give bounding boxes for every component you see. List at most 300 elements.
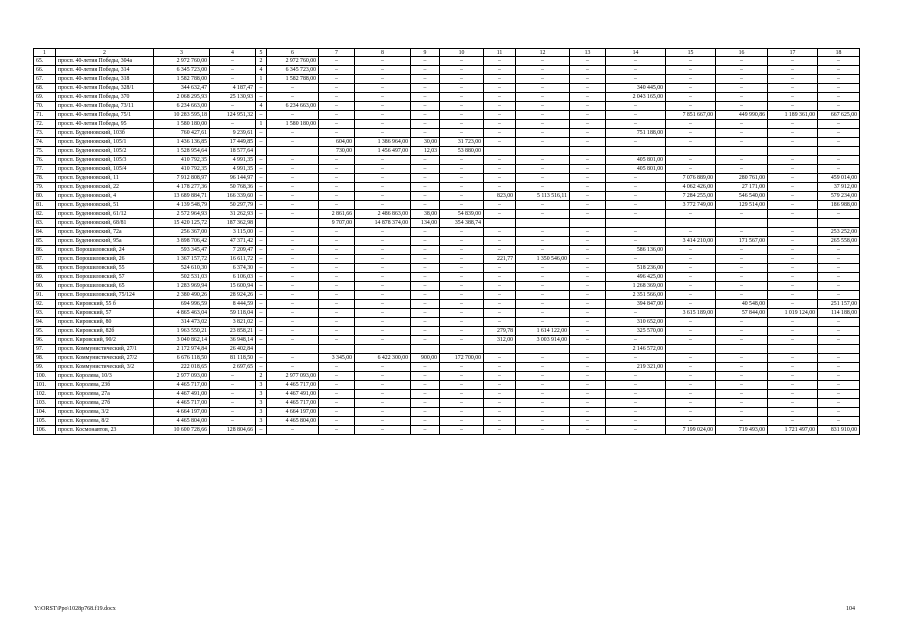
value-cell: – bbox=[570, 381, 606, 390]
value-cell: – bbox=[484, 264, 516, 273]
value-cell: – bbox=[768, 66, 818, 75]
value-cell: – bbox=[666, 129, 716, 138]
value-cell: – bbox=[440, 228, 484, 237]
value-cell: – bbox=[411, 165, 440, 174]
value-cell: – bbox=[355, 291, 411, 300]
value-cell: – bbox=[716, 57, 768, 66]
value-cell: – bbox=[818, 129, 860, 138]
value-cell: – bbox=[818, 408, 860, 417]
row-number: 102. bbox=[34, 390, 56, 399]
value-cell: – bbox=[666, 75, 716, 84]
value-cell bbox=[256, 345, 267, 354]
table-row bbox=[34, 111, 860, 120]
value-cell: – bbox=[818, 156, 860, 165]
value-cell: – bbox=[210, 381, 256, 390]
value-cell: – bbox=[210, 399, 256, 408]
value-cell: – bbox=[440, 255, 484, 264]
value-cell: 81 118,50 bbox=[210, 354, 256, 363]
value-cell: 6 345 723,00 bbox=[154, 66, 210, 75]
value-cell: 586 136,00 bbox=[606, 246, 666, 255]
column-header: 2 bbox=[56, 49, 154, 57]
value-cell: – bbox=[355, 390, 411, 399]
value-cell: 1 582 788,00 bbox=[267, 75, 319, 84]
value-cell: 222 018,65 bbox=[154, 363, 210, 372]
value-cell: – bbox=[768, 354, 818, 363]
value-cell: – bbox=[768, 228, 818, 237]
value-cell: – bbox=[570, 264, 606, 273]
value-cell: 27 171,00 bbox=[716, 183, 768, 192]
value-cell: 3 115,00 bbox=[210, 228, 256, 237]
value-cell: 4 bbox=[256, 102, 267, 111]
value-cell: – bbox=[411, 84, 440, 93]
value-cell: 186 988,00 bbox=[818, 201, 860, 210]
address-cell: просп. Буденновский, 105/2 bbox=[56, 147, 154, 156]
value-cell: – bbox=[411, 399, 440, 408]
column-header: 11 bbox=[484, 49, 516, 57]
value-cell: – bbox=[666, 120, 716, 129]
value-cell: – bbox=[606, 111, 666, 120]
value-cell: – bbox=[570, 246, 606, 255]
value-cell: – bbox=[411, 57, 440, 66]
value-cell: – bbox=[319, 282, 355, 291]
value-cell: 518 236,00 bbox=[606, 264, 666, 273]
value-cell: – bbox=[716, 84, 768, 93]
value-cell: – bbox=[516, 300, 570, 309]
value-cell: – bbox=[267, 336, 319, 345]
value-cell: – bbox=[256, 129, 267, 138]
value-cell: – bbox=[440, 93, 484, 102]
value-cell: 694 996,59 bbox=[154, 300, 210, 309]
value-cell: – bbox=[319, 273, 355, 282]
value-cell: – bbox=[267, 84, 319, 93]
value-cell: – bbox=[516, 57, 570, 66]
value-cell: 3 821,02 bbox=[210, 318, 256, 327]
value-cell: 3 bbox=[256, 417, 267, 426]
value-cell bbox=[818, 147, 860, 156]
value-cell: – bbox=[440, 372, 484, 381]
value-cell: 3 bbox=[256, 408, 267, 417]
value-cell: 4 865 463,04 bbox=[154, 309, 210, 318]
value-cell: 36 948,14 bbox=[210, 336, 256, 345]
value-cell: – bbox=[768, 282, 818, 291]
value-cell: – bbox=[440, 309, 484, 318]
value-cell: 3 615 189,00 bbox=[666, 309, 716, 318]
value-cell: – bbox=[516, 309, 570, 318]
value-cell: 10 600 728,66 bbox=[154, 426, 210, 435]
value-cell: – bbox=[818, 318, 860, 327]
value-cell: – bbox=[570, 399, 606, 408]
value-cell: – bbox=[818, 66, 860, 75]
value-cell: 344 632,47 bbox=[154, 84, 210, 93]
value-cell: – bbox=[210, 372, 256, 381]
value-cell: – bbox=[440, 291, 484, 300]
value-cell: – bbox=[570, 282, 606, 291]
value-cell: – bbox=[818, 57, 860, 66]
address-cell: просп. Королева, 8/2 bbox=[56, 417, 154, 426]
table-row bbox=[34, 246, 860, 255]
value-cell bbox=[716, 345, 768, 354]
value-cell: – bbox=[716, 246, 768, 255]
value-cell: – bbox=[355, 336, 411, 345]
value-cell: 14 878 374,00 bbox=[355, 219, 411, 228]
value-cell: – bbox=[411, 246, 440, 255]
value-cell: 1 268 369,00 bbox=[606, 282, 666, 291]
value-cell: 30,00 bbox=[411, 138, 440, 147]
value-cell bbox=[319, 345, 355, 354]
value-cell: 2 351 566,00 bbox=[606, 291, 666, 300]
value-cell: – bbox=[666, 165, 716, 174]
row-number: 71. bbox=[34, 111, 56, 120]
value-cell bbox=[768, 219, 818, 228]
address-cell: просп. 40-летия Победы, 314 bbox=[56, 66, 154, 75]
value-cell: – bbox=[516, 264, 570, 273]
address-cell: просп. Коммунистический, 3/2 bbox=[56, 363, 154, 372]
table-row bbox=[34, 129, 860, 138]
table-row bbox=[34, 255, 860, 264]
value-cell: 2 572 964,93 bbox=[154, 210, 210, 219]
value-cell bbox=[267, 345, 319, 354]
address-cell: просп. Кировский, 55 б bbox=[56, 300, 154, 309]
document-path: Y:\ORST\Ppo\1028p768.f19.docx bbox=[34, 606, 116, 612]
table-row bbox=[34, 183, 860, 192]
table-row bbox=[34, 273, 860, 282]
value-cell: – bbox=[484, 399, 516, 408]
value-cell: – bbox=[516, 201, 570, 210]
value-cell: – bbox=[411, 75, 440, 84]
value-cell: – bbox=[319, 237, 355, 246]
value-cell: – bbox=[440, 246, 484, 255]
value-cell: 1 614 122,00 bbox=[516, 327, 570, 336]
value-cell: – bbox=[516, 165, 570, 174]
value-cell: – bbox=[355, 273, 411, 282]
value-cell: – bbox=[484, 75, 516, 84]
value-cell: 37 912,00 bbox=[818, 183, 860, 192]
value-cell: 50 297,79 bbox=[210, 201, 256, 210]
value-cell: – bbox=[355, 282, 411, 291]
value-cell: 96 144,97 bbox=[210, 174, 256, 183]
value-cell: – bbox=[319, 318, 355, 327]
value-cell: 314 473,02 bbox=[154, 318, 210, 327]
value-cell: – bbox=[355, 399, 411, 408]
value-cell: – bbox=[666, 399, 716, 408]
value-cell: – bbox=[516, 174, 570, 183]
value-cell: – bbox=[440, 66, 484, 75]
value-cell: – bbox=[411, 318, 440, 327]
row-number: 80. bbox=[34, 192, 56, 201]
row-number: 92. bbox=[34, 300, 56, 309]
address-cell: просп. Королева, 10/3 bbox=[56, 372, 154, 381]
value-cell: – bbox=[411, 201, 440, 210]
value-cell: 2 861,66 bbox=[319, 210, 355, 219]
value-cell: – bbox=[440, 336, 484, 345]
value-cell: – bbox=[606, 390, 666, 399]
value-cell: 1 580 180,00 bbox=[267, 120, 319, 129]
value-cell: – bbox=[666, 210, 716, 219]
value-cell: – bbox=[319, 66, 355, 75]
value-cell: – bbox=[267, 273, 319, 282]
value-cell: – bbox=[484, 129, 516, 138]
value-cell: – bbox=[818, 372, 860, 381]
value-cell: – bbox=[768, 408, 818, 417]
value-cell: – bbox=[516, 111, 570, 120]
value-cell: 2 380 490,26 bbox=[154, 291, 210, 300]
value-cell: – bbox=[355, 66, 411, 75]
value-cell bbox=[440, 345, 484, 354]
value-cell: 279,78 bbox=[484, 327, 516, 336]
value-cell: – bbox=[256, 210, 267, 219]
value-cell: – bbox=[570, 129, 606, 138]
value-cell: – bbox=[666, 57, 716, 66]
value-cell: – bbox=[516, 372, 570, 381]
table-row bbox=[34, 417, 860, 426]
column-header: 18 bbox=[818, 49, 860, 57]
value-cell: – bbox=[256, 228, 267, 237]
address-cell: просп. Буденновский, 22 bbox=[56, 183, 154, 192]
value-cell: 1 582 788,00 bbox=[154, 75, 210, 84]
value-cell: 3 345,00 bbox=[319, 354, 355, 363]
value-cell: 2 068 295,93 bbox=[154, 93, 210, 102]
value-cell: – bbox=[319, 309, 355, 318]
value-cell: – bbox=[606, 174, 666, 183]
value-cell: 28 924,26 bbox=[210, 291, 256, 300]
value-cell: – bbox=[768, 174, 818, 183]
address-cell: просп. 40-летия Победы, 328/1 bbox=[56, 84, 154, 93]
value-cell: – bbox=[256, 336, 267, 345]
value-cell: – bbox=[484, 201, 516, 210]
value-cell: 6 422 300,00 bbox=[355, 354, 411, 363]
table-row bbox=[34, 327, 860, 336]
value-cell: – bbox=[411, 120, 440, 129]
value-cell: 410 792,35 bbox=[154, 156, 210, 165]
value-cell: – bbox=[484, 66, 516, 75]
value-cell: 15 600,94 bbox=[210, 282, 256, 291]
value-cell: 3 772 749,00 bbox=[666, 201, 716, 210]
address-cell: просп. Ворошиловский, 65 bbox=[56, 282, 154, 291]
address-cell: просп. Ворошиловский, 57 bbox=[56, 273, 154, 282]
value-cell: – bbox=[516, 102, 570, 111]
value-cell: – bbox=[768, 399, 818, 408]
value-cell: – bbox=[256, 300, 267, 309]
value-cell: – bbox=[210, 408, 256, 417]
row-number: 103. bbox=[34, 399, 56, 408]
value-cell bbox=[516, 147, 570, 156]
value-cell: – bbox=[267, 210, 319, 219]
value-cell: – bbox=[411, 372, 440, 381]
value-cell: 1 350 546,00 bbox=[516, 255, 570, 264]
row-number: 104. bbox=[34, 408, 56, 417]
value-cell: – bbox=[484, 390, 516, 399]
value-cell: – bbox=[716, 372, 768, 381]
value-cell: – bbox=[440, 327, 484, 336]
value-cell: 2 977 093,00 bbox=[154, 372, 210, 381]
value-cell: – bbox=[716, 327, 768, 336]
table-row bbox=[34, 408, 860, 417]
value-cell: – bbox=[516, 354, 570, 363]
value-cell bbox=[570, 147, 606, 156]
value-cell: – bbox=[666, 318, 716, 327]
value-cell: – bbox=[319, 417, 355, 426]
value-cell: – bbox=[256, 264, 267, 273]
table-row bbox=[34, 174, 860, 183]
value-cell: – bbox=[666, 102, 716, 111]
value-cell: – bbox=[716, 210, 768, 219]
value-cell: – bbox=[768, 291, 818, 300]
value-cell: – bbox=[768, 156, 818, 165]
value-cell: – bbox=[319, 255, 355, 264]
value-cell: – bbox=[267, 156, 319, 165]
value-cell: – bbox=[411, 255, 440, 264]
value-cell: 7 912 808,97 bbox=[154, 174, 210, 183]
value-cell: – bbox=[484, 165, 516, 174]
value-cell: – bbox=[440, 111, 484, 120]
value-cell: – bbox=[256, 327, 267, 336]
value-cell: – bbox=[256, 93, 267, 102]
value-cell: – bbox=[256, 273, 267, 282]
value-cell: 410 792,35 bbox=[154, 165, 210, 174]
value-cell: 1 436 136,85 bbox=[154, 138, 210, 147]
value-cell: – bbox=[256, 291, 267, 300]
address-cell: просп. 40-летия Победы, 370 bbox=[56, 93, 154, 102]
value-cell: 280 761,00 bbox=[716, 174, 768, 183]
value-cell: 719 493,00 bbox=[716, 426, 768, 435]
value-cell: 7 209,47 bbox=[210, 246, 256, 255]
value-cell: 730,00 bbox=[319, 147, 355, 156]
value-cell: 23 858,21 bbox=[210, 327, 256, 336]
value-cell: – bbox=[818, 327, 860, 336]
value-cell: – bbox=[484, 183, 516, 192]
row-number: 68. bbox=[34, 84, 56, 93]
table-row bbox=[34, 345, 860, 354]
table-row bbox=[34, 309, 860, 318]
address-cell: просп. Буденновский, 95а bbox=[56, 237, 154, 246]
value-cell: – bbox=[355, 300, 411, 309]
value-cell: – bbox=[267, 192, 319, 201]
value-cell: 1 456 497,00 bbox=[355, 147, 411, 156]
value-cell: – bbox=[484, 210, 516, 219]
value-cell: – bbox=[256, 111, 267, 120]
table-row bbox=[34, 381, 860, 390]
value-cell: – bbox=[440, 174, 484, 183]
value-cell: – bbox=[716, 399, 768, 408]
value-cell: – bbox=[570, 57, 606, 66]
value-cell: – bbox=[355, 174, 411, 183]
address-cell: просп. Буденновский, 11 bbox=[56, 174, 154, 183]
value-cell: – bbox=[355, 417, 411, 426]
value-cell: 3 414 210,00 bbox=[666, 237, 716, 246]
table-row bbox=[34, 282, 860, 291]
value-cell: 50 768,36 bbox=[210, 183, 256, 192]
value-cell: – bbox=[716, 381, 768, 390]
value-cell: – bbox=[818, 336, 860, 345]
table-row bbox=[34, 147, 860, 156]
value-cell: 128 804,66 bbox=[210, 426, 256, 435]
value-cell: – bbox=[818, 399, 860, 408]
value-cell: – bbox=[411, 93, 440, 102]
column-header: 15 bbox=[666, 49, 716, 57]
value-cell: 1 721 497,00 bbox=[768, 426, 818, 435]
value-cell: – bbox=[267, 93, 319, 102]
value-cell: – bbox=[606, 309, 666, 318]
value-cell: – bbox=[484, 300, 516, 309]
value-cell: – bbox=[440, 57, 484, 66]
value-cell: 4 bbox=[256, 66, 267, 75]
value-cell: – bbox=[484, 318, 516, 327]
value-cell: 496 425,00 bbox=[606, 273, 666, 282]
value-cell: 221,77 bbox=[484, 255, 516, 264]
value-cell: 449 990,86 bbox=[716, 111, 768, 120]
value-cell: – bbox=[319, 84, 355, 93]
value-cell: 31 723,00 bbox=[440, 138, 484, 147]
address-cell: просп. Королева, 23б bbox=[56, 381, 154, 390]
value-cell: – bbox=[516, 282, 570, 291]
value-cell: – bbox=[411, 102, 440, 111]
value-cell: – bbox=[319, 102, 355, 111]
value-cell: – bbox=[570, 165, 606, 174]
value-cell: – bbox=[355, 228, 411, 237]
address-cell: просп. Буденновский, 105/3 bbox=[56, 156, 154, 165]
value-cell: – bbox=[606, 66, 666, 75]
value-cell: – bbox=[440, 129, 484, 138]
value-cell: – bbox=[768, 57, 818, 66]
value-cell: – bbox=[666, 264, 716, 273]
table-row bbox=[34, 264, 860, 273]
value-cell: – bbox=[440, 399, 484, 408]
address-table bbox=[33, 48, 860, 435]
value-cell: – bbox=[818, 138, 860, 147]
value-cell: – bbox=[440, 273, 484, 282]
value-cell bbox=[666, 147, 716, 156]
column-header: 9 bbox=[411, 49, 440, 57]
value-cell: – bbox=[355, 57, 411, 66]
value-cell: – bbox=[768, 75, 818, 84]
value-cell: – bbox=[716, 291, 768, 300]
value-cell: – bbox=[319, 192, 355, 201]
value-cell: – bbox=[606, 399, 666, 408]
address-cell: просп. Буденновский, 68/81 bbox=[56, 219, 154, 228]
value-cell: – bbox=[818, 390, 860, 399]
value-cell: – bbox=[411, 156, 440, 165]
value-cell: 831 910,00 bbox=[818, 426, 860, 435]
value-cell: – bbox=[355, 192, 411, 201]
value-cell: – bbox=[768, 300, 818, 309]
value-cell: – bbox=[319, 408, 355, 417]
value-cell: – bbox=[355, 246, 411, 255]
value-cell: – bbox=[768, 93, 818, 102]
value-cell: – bbox=[768, 372, 818, 381]
value-cell: – bbox=[256, 201, 267, 210]
value-cell: 6 234 663,00 bbox=[267, 102, 319, 111]
value-cell: – bbox=[666, 255, 716, 264]
value-cell: – bbox=[210, 120, 256, 129]
value-cell: 251 157,00 bbox=[818, 300, 860, 309]
value-cell: – bbox=[355, 183, 411, 192]
value-cell: – bbox=[606, 192, 666, 201]
value-cell: – bbox=[666, 336, 716, 345]
value-cell: – bbox=[606, 426, 666, 435]
value-cell: 2 146 572,00 bbox=[606, 345, 666, 354]
address-cell: просп. Кировский, 82б bbox=[56, 327, 154, 336]
value-cell: – bbox=[210, 75, 256, 84]
value-cell bbox=[570, 219, 606, 228]
value-cell: – bbox=[319, 264, 355, 273]
value-cell: – bbox=[666, 300, 716, 309]
value-cell: 31 262,93 bbox=[210, 210, 256, 219]
row-number: 86. bbox=[34, 246, 56, 255]
value-cell: – bbox=[716, 390, 768, 399]
value-cell: – bbox=[716, 66, 768, 75]
value-cell: 4 991,35 bbox=[210, 165, 256, 174]
value-cell: 325 570,00 bbox=[606, 327, 666, 336]
